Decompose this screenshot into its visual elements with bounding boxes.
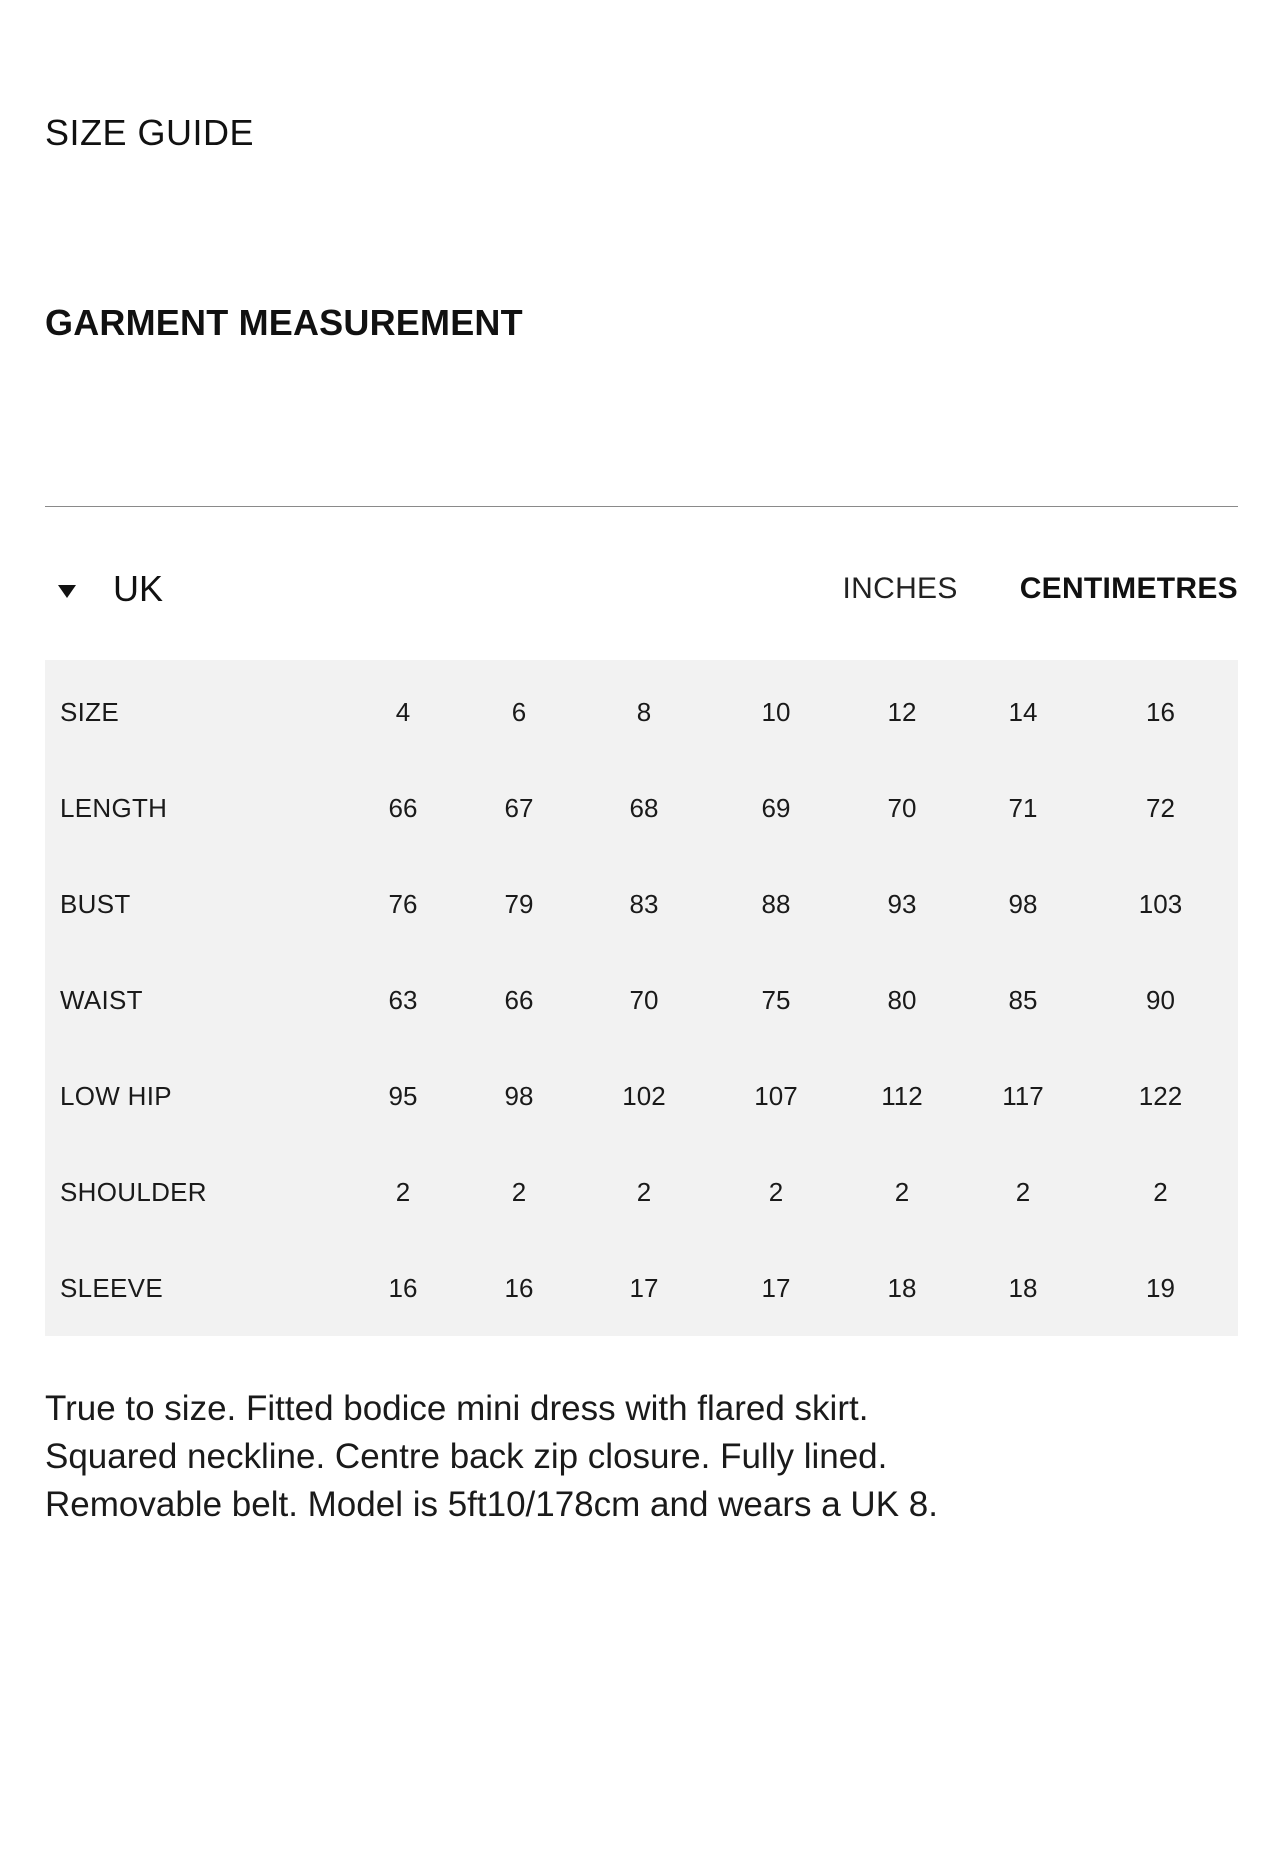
table-cell: 69 [761,792,791,823]
table-cell: 112 [881,1080,923,1111]
table-cell: 19 [1146,1272,1175,1303]
table-cell: 16 [388,1272,418,1303]
row-label: WAIST [60,984,143,1015]
table-row [45,952,1238,1048]
table-cell: 2 [511,1176,527,1207]
table-cell: 66 [388,792,418,823]
table-row [45,760,1238,856]
table-cell: 14 [1008,696,1038,727]
table-cell: 63 [388,984,418,1015]
table-cell: 2 [395,1176,411,1207]
table-cell: 117 [1002,1080,1044,1111]
table-cell: 122 [1138,1080,1183,1111]
table-cell: 76 [388,888,418,919]
table-cell: 98 [504,1080,534,1111]
region-label: UK [113,568,164,609]
table-cell: 16 [1146,696,1175,727]
page-title: SIZE GUIDE [45,112,255,153]
table-row [45,1240,1238,1336]
table-cell: 17 [761,1272,791,1303]
table-cell: 67 [504,792,534,823]
table-cell: 17 [629,1272,659,1303]
table-cell: 16 [504,1272,534,1303]
unit-toggle [843,572,1238,606]
table-cell: 85 [1008,984,1038,1015]
table-cell: 102 [622,1080,666,1111]
table-cell: 66 [504,984,534,1015]
table-row [45,1144,1238,1240]
table-cell: 90 [1146,984,1175,1015]
row-label: SHOULDER [60,1176,207,1207]
table-cell: 18 [887,1272,917,1303]
table-cell: 70 [629,984,659,1015]
table-cell: 18 [1008,1272,1038,1303]
unit-centimetres-option[interactable]: CENTIMETRES [1019,572,1238,605]
table-cell: 10 [761,696,791,727]
table-cell: 83 [629,888,659,919]
table-cell: 103 [1138,888,1183,919]
table-cell: 93 [887,888,917,919]
table-cell: 2 [1015,1176,1031,1207]
table-cell: 6 [511,696,527,727]
table-cell: 8 [636,696,652,727]
table-cell: 4 [395,696,411,727]
table-row [45,660,1238,760]
description-line: Removable belt. Model is 5ft10/178cm and wears a UK 8. [45,1485,938,1524]
product-description [45,1385,1235,1529]
table-cell: 107 [754,1080,798,1111]
table-cell: 70 [887,792,917,823]
table-cell: 12 [887,696,917,727]
description-line: Squared neckline. Centre back zip closure. Fully lined. [45,1437,888,1476]
caret-down-icon [58,585,76,598]
row-label: LENGTH [60,792,168,823]
size-table [45,660,1238,1336]
table-cell: 2 [768,1176,784,1207]
table-cell: 95 [388,1080,418,1111]
row-label: LOW HIP [60,1080,172,1111]
table-cell: 2 [894,1176,910,1207]
table-cell: 71 [1008,792,1038,823]
row-label: SLEEVE [60,1272,163,1303]
table-cell: 80 [887,984,917,1015]
divider [45,506,1238,507]
section-title: GARMENT MEASUREMENT [45,302,523,343]
table-cell: 79 [504,888,534,919]
region-dropdown[interactable] [58,568,163,610]
row-label: BUST [60,888,131,919]
description-line: True to size. Fitted bodice mini dress with flared skirt. [45,1389,869,1428]
table-row [45,856,1238,952]
table-cell: 72 [1146,792,1175,823]
table-cell: 88 [761,888,791,919]
table-cell: 75 [761,984,791,1015]
table-cell: 68 [629,792,659,823]
unit-inches-option[interactable]: INCHES [842,572,958,605]
table-cell: 2 [1153,1176,1168,1207]
row-label: SIZE [60,696,119,727]
table-cell: 2 [636,1176,652,1207]
table-cell: 98 [1008,888,1038,919]
table-row [45,1048,1238,1144]
